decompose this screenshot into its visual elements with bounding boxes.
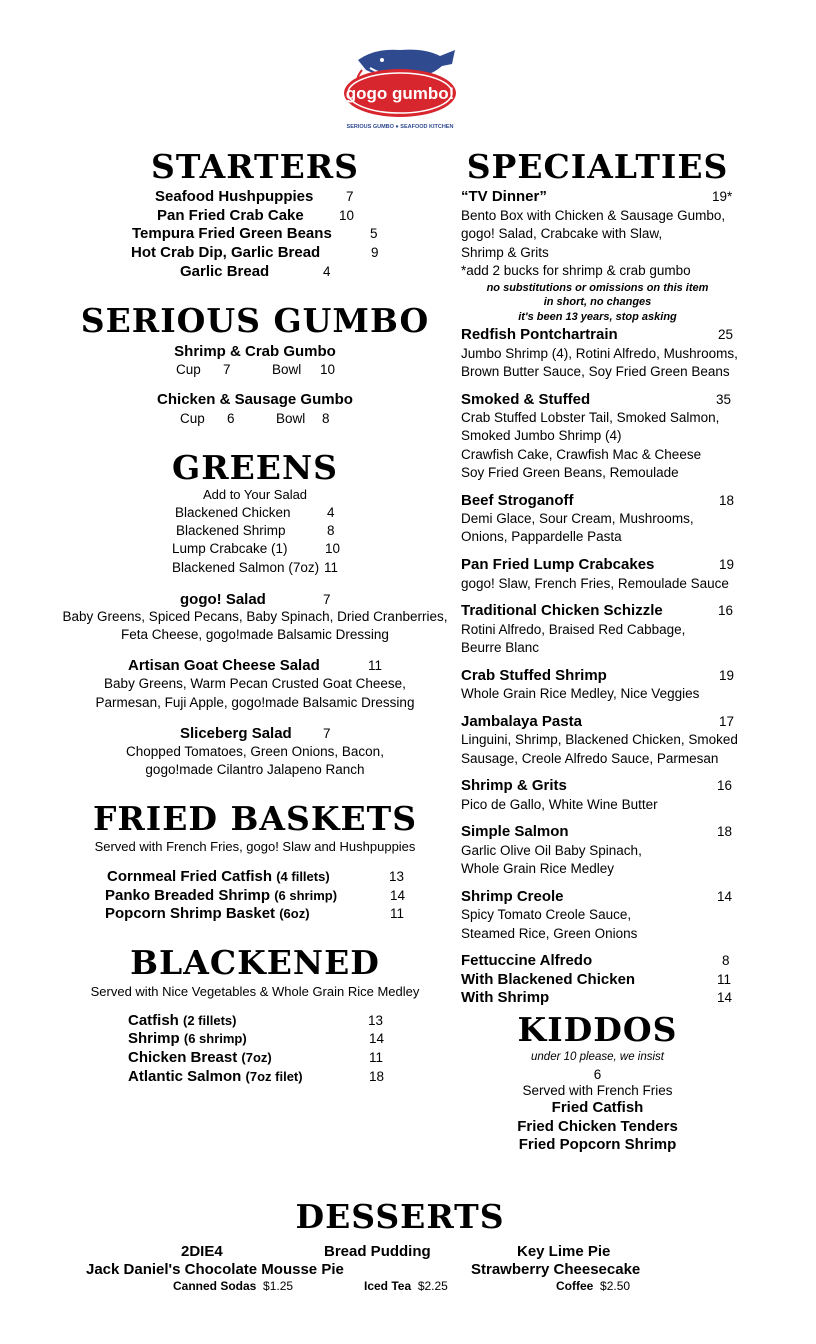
dessert-item: Strawberry Cheesecake	[471, 1261, 641, 1278]
specialty-price: 14	[717, 889, 733, 904]
kiddos-item: Fried Chicken Tenders	[517, 1118, 678, 1135]
specialty-desc: Beurre Blanc	[461, 640, 540, 655]
specialty-name: Pan Fried Lump Crabcakes	[461, 556, 655, 573]
specialty-desc: Steamed Rice, Green Onions	[461, 926, 638, 941]
specialty-desc: Garlic Olive Oil Baby Spinach,	[461, 843, 642, 858]
gumbo-cup-label: Cup	[176, 362, 201, 377]
blackened-price: 11	[369, 1050, 384, 1065]
starter-price: 7	[346, 189, 354, 204]
blackened-price: 18	[369, 1069, 385, 1084]
dessert-item: Bread Pudding	[324, 1243, 431, 1260]
starter-name: Pan Fried Crab Cake	[157, 207, 304, 224]
specialty-name: Crab Stuffed Shrimp	[461, 667, 607, 684]
specialty-name: Redfish Pontchartrain	[461, 326, 618, 343]
specialty-price: 16	[718, 603, 734, 618]
starter-price: 9	[371, 245, 379, 260]
specialty-desc: Linguini, Shrimp, Blackened Chicken, Smoked	[461, 732, 738, 747]
blackened-subtitle: Served with Nice Vegetables & Whole Grain Rice Medley	[90, 984, 420, 999]
specialty-name: Beef Stroganoff	[461, 492, 574, 509]
kiddos-served: Served with French Fries	[522, 1083, 673, 1098]
blackened-item	[128, 1012, 236, 1029]
specialty-name: Traditional Chicken Schizzle	[461, 602, 663, 619]
specialty-desc: Spicy Tomato Creole Sauce,	[461, 907, 632, 922]
drink-item	[173, 1279, 293, 1293]
starter-name: Tempura Fried Green Beans	[132, 225, 332, 242]
starter-item	[132, 225, 332, 242]
dessert-item: Key Lime Pie	[517, 1243, 611, 1260]
blackened-item-name: Shrimp	[128, 1030, 180, 1047]
blackened-item-note: (7oz filet)	[245, 1069, 303, 1084]
tv-dinner-desc: *add 2 bucks for shrimp & crab gumbo	[461, 263, 691, 278]
specialty-price: 16	[717, 778, 733, 793]
specialty-desc: gogo! Slaw, French Fries, Remoulade Sauce	[461, 576, 729, 591]
specialty-desc: Sausage, Creole Alfredo Sauce, Parmesan	[461, 751, 719, 766]
starter-price: 5	[370, 226, 378, 241]
salad-name: gogo! Salad	[180, 591, 266, 608]
logo	[330, 40, 470, 135]
blackened-item-name: Atlantic Salmon	[128, 1068, 242, 1085]
logo-tagline: SERIOUS GUMBO ● SEAFOOD KITCHEN	[346, 124, 454, 130]
blackened-price: 14	[369, 1031, 385, 1046]
salad-desc: gogo!made Cilantro Jalapeno Ranch	[145, 762, 365, 777]
drink-price: $2.25	[417, 1279, 448, 1293]
blackened-price: 13	[368, 1013, 384, 1028]
starter-name: Seafood Hushpuppies	[155, 188, 314, 205]
starter-price: 4	[323, 264, 331, 279]
salad-desc: Baby Greens, Warm Pecan Crusted Goat Cheese,	[104, 676, 406, 691]
fried-item-note: (6 shrimp)	[274, 888, 338, 903]
drink-name: Iced Tea	[364, 1279, 412, 1293]
salad-desc: Baby Greens, Spiced Pecans, Baby Spinach, Dried Cranberries,	[62, 609, 448, 624]
blackened-item	[128, 1068, 303, 1085]
specialty-name: Shrimp & Grits	[461, 777, 567, 794]
blackened-item-note: (7oz)	[241, 1050, 272, 1065]
addon-price: 10	[325, 541, 341, 556]
blackened-item	[128, 1030, 247, 1047]
specialty-desc: Smoked Jumbo Shrimp (4)	[461, 428, 622, 443]
drink-item	[556, 1279, 630, 1293]
addon-name: Blackened Chicken	[175, 505, 291, 520]
salad-desc: Chopped Tomatoes, Green Onions, Bacon,	[126, 744, 384, 759]
kiddos-item: Fried Catfish	[551, 1099, 644, 1116]
tv-dinner-note: in short, no changes	[543, 296, 652, 308]
tv-dinner-note: no substitutions or omissions on this item	[486, 282, 709, 294]
fettuccine-price: 14	[717, 990, 733, 1005]
addon-name: Blackened Shrimp	[176, 523, 286, 538]
gumbo-bowl-label: Bowl	[272, 362, 302, 377]
starter-item	[157, 207, 304, 224]
salad-desc: Parmesan, Fuji Apple, gogo!made Balsamic Dressing	[95, 695, 415, 710]
fettuccine-name: With Shrimp	[461, 989, 550, 1006]
fried-item-name: Panko Breaded Shrimp	[105, 887, 271, 904]
desserts-heading: DESSERTS	[295, 1197, 505, 1236]
specialty-desc: Pico de Gallo, White Wine Butter	[461, 797, 658, 812]
kiddos-price: 6	[593, 1067, 602, 1082]
fettuccine-name: With Blackened Chicken	[461, 971, 636, 988]
fried-item-name: Cornmeal Fried Catfish	[107, 868, 273, 885]
specialty-name: Shrimp Creole	[461, 888, 564, 905]
fettuccine-price: 8	[722, 953, 730, 968]
blackened-item-name: Chicken Breast	[128, 1049, 238, 1066]
starters-heading: STARTERS	[151, 147, 359, 186]
specialty-price: 35	[716, 392, 732, 407]
tv-dinner-desc: gogo! Salad, Crabcake with Slaw,	[461, 226, 663, 241]
fried-item-note: (6oz)	[279, 906, 310, 921]
fried-item	[105, 905, 310, 922]
tv-dinner-desc: Bento Box with Chicken & Sausage Gumbo,	[461, 208, 726, 223]
addon-price: 8	[327, 523, 335, 538]
specialty-name: Jambalaya Pasta	[461, 713, 582, 730]
specialty-name: Simple Salmon	[461, 823, 569, 840]
blackened-heading: BLACKENED	[130, 943, 380, 982]
starter-price: 10	[339, 208, 355, 223]
specialty-desc: Brown Butter Sauce, Soy Fried Green Beans	[461, 364, 730, 379]
specialty-desc: Whole Grain Rice Medley	[461, 861, 615, 876]
fettuccine-price: 11	[717, 972, 732, 987]
kiddos-heading: KIDDOS	[517, 1010, 678, 1049]
fried-price: 13	[389, 869, 405, 884]
starter-item	[180, 263, 269, 280]
specialty-desc: Crab Stuffed Lobster Tail, Smoked Salmon,	[461, 410, 720, 425]
drink-name: Coffee	[556, 1279, 594, 1293]
specialty-price: 18	[717, 824, 733, 839]
blackened-item-note: (2 fillets)	[183, 1013, 237, 1028]
fried-item	[105, 887, 337, 904]
gumbo-cup-price: 6	[227, 411, 235, 426]
specialty-price: 19	[719, 557, 735, 572]
fried-price: 14	[390, 888, 406, 903]
addon-name: Blackened Salmon (7oz)	[172, 560, 320, 575]
kiddos-item: Fried Popcorn Shrimp	[518, 1136, 677, 1153]
kiddos-note: under 10 please, we insist	[531, 1051, 664, 1063]
specialty-desc: Crawfish Cake, Crawfish Mac & Cheese	[461, 447, 702, 462]
gumbo-bowl-label: Bowl	[276, 411, 306, 426]
salad-desc: Feta Cheese, gogo!made Balsamic Dressing	[121, 627, 389, 642]
addon-price: 11	[324, 560, 339, 575]
tv-dinner-price: 19*	[712, 189, 733, 204]
specialty-name: Smoked & Stuffed	[461, 391, 591, 408]
drink-price: $2.50	[600, 1279, 631, 1293]
dessert-item: 2DIE4	[181, 1243, 223, 1260]
gumbo-cup-label: Cup	[180, 411, 205, 426]
addon-price: 4	[327, 505, 335, 520]
gumbo-item-name: Chicken & Sausage Gumbo	[157, 391, 353, 408]
specialty-price: 25	[718, 327, 734, 342]
gumbo-cup-price: 7	[223, 362, 231, 377]
gumbo-bowl-price: 8	[322, 411, 330, 426]
drink-name: Canned Sodas	[173, 1279, 257, 1293]
fettuccine-name: Fettuccine Alfredo	[461, 952, 593, 969]
salad-price: 11	[368, 658, 383, 673]
gumbo-heading: SERIOUS GUMBO	[80, 301, 430, 340]
salad-price: 7	[323, 726, 331, 741]
specialty-price: 19	[719, 668, 735, 683]
starter-name: Hot Crab Dip, Garlic Bread	[131, 244, 321, 261]
greens-addons-title: Add to Your Salad	[202, 487, 308, 502]
fried-item	[107, 868, 330, 885]
fried-subtitle: Served with French Fries, gogo! Slaw and Hushpuppies	[94, 839, 416, 854]
specialty-desc: Soy Fried Green Beans, Remoulade	[461, 465, 679, 480]
specialty-desc: Whole Grain Rice Medley, Nice Veggies	[461, 686, 700, 701]
logo-name: gogo gumbo!	[345, 84, 455, 103]
tv-dinner-note: it's been 13 years, stop asking	[518, 311, 677, 323]
gumbo-item-name: Shrimp & Crab Gumbo	[174, 343, 336, 360]
specialty-price: 17	[719, 714, 735, 729]
specialty-price: 18	[719, 493, 735, 508]
specialty-desc: Rotini Alfredo, Braised Red Cabbage,	[461, 622, 686, 637]
starter-item	[131, 244, 320, 261]
salad-name: Artisan Goat Cheese Salad	[128, 657, 320, 674]
greens-heading: GREENS	[172, 448, 338, 487]
fried-heading: FRIED BASKETS	[92, 799, 418, 838]
blackened-item-name: Catfish	[128, 1012, 179, 1029]
fried-item-note: (4 fillets)	[276, 869, 330, 884]
addon-name: Lump Crabcake (1)	[172, 541, 288, 556]
drink-price: $1.25	[263, 1279, 294, 1293]
salad-name: Sliceberg Salad	[180, 725, 292, 742]
fried-item-name: Popcorn Shrimp Basket	[105, 905, 276, 922]
specialty-desc: Onions, Pappardelle Pasta	[461, 529, 622, 544]
salad-price: 7	[323, 592, 331, 607]
specialty-desc: Jumbo Shrimp (4), Rotini Alfredo, Mushrooms,	[461, 346, 738, 361]
gumbo-bowl-price: 10	[320, 362, 336, 377]
blackened-item-note: (6 shrimp)	[183, 1031, 247, 1046]
dessert-item: Jack Daniel's Chocolate Mousse Pie	[86, 1261, 344, 1278]
starter-item	[155, 188, 313, 205]
drink-item	[364, 1279, 448, 1293]
tv-dinner-desc: Shrimp & Grits	[461, 245, 549, 260]
starter-name: Garlic Bread	[180, 263, 270, 280]
specialties-heading: SPECIALTIES	[466, 147, 729, 186]
fried-price: 11	[390, 906, 405, 921]
specialty-desc: Demi Glace, Sour Cream, Mushrooms,	[461, 511, 694, 526]
blackened-item	[128, 1049, 272, 1066]
tv-dinner-name: “TV Dinner”	[461, 188, 547, 205]
